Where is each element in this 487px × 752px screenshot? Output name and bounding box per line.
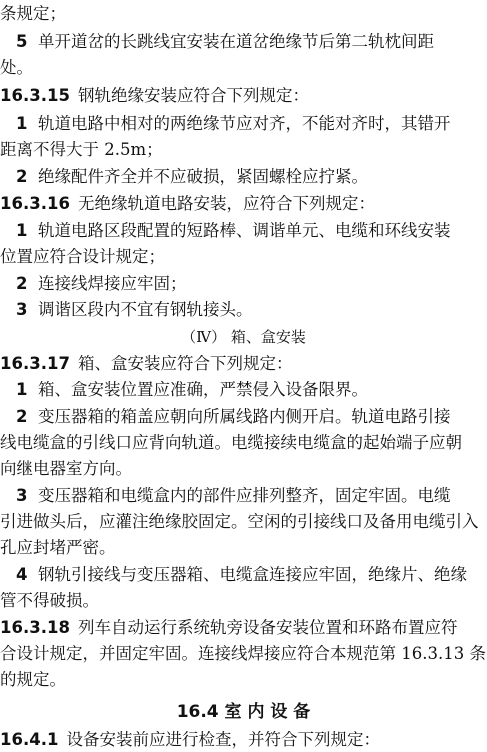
list-item: 2 变压器箱的箱盖应朝向所属线路内侧开启。轨道电路引接 xyxy=(16,407,451,426)
section-heading: 16.4 室 内 设 备 xyxy=(176,702,311,722)
list-item: 3 变压器箱和电缆盒内的部件应排列整齐，固定牢固。电缆 xyxy=(16,486,451,505)
text-line: 向继电器室方向。 xyxy=(0,459,132,478)
text-line: 引进做头后，应灌注绝缘胶固定。空闲的引接线口及备用电缆引入 xyxy=(0,512,479,531)
text-line: 管不得破损。 xyxy=(0,591,99,610)
text-line: 线电缆盒的引线口应背向轨道。电缆接续电缆盒的起始端子应朝 xyxy=(0,433,462,452)
text-line: 条规定； xyxy=(0,4,66,23)
item-number: 1 xyxy=(16,114,28,133)
item-number: 3 xyxy=(16,300,28,319)
item-number: 2 xyxy=(16,274,28,293)
clause-16-4-1: 16.4.1 设备安装前应进行检查，并符合下列规定： xyxy=(0,730,380,749)
clause-number: 16.3.15 xyxy=(0,86,70,105)
item-number: 2 xyxy=(16,167,28,186)
clause-16-3-17: 16.3.17 箱、盒安装应符合下列规定： xyxy=(0,354,293,373)
item-number: 5 xyxy=(16,32,28,51)
text-line: 距离不得大于 2.5m； xyxy=(0,140,163,159)
clause-16-3-16: 16.3.16 无绝缘轨道电路安装，应符合下列规定： xyxy=(0,194,375,213)
list-item: 5 单开道岔的长跳线宜安装在道岔绝缘节后第二轨枕间距 xyxy=(16,32,434,51)
clause-number: 16.3.17 xyxy=(0,354,70,373)
list-item: 2 连接线焊接应牢固； xyxy=(16,274,187,293)
text-line: 位置应符合设计规定； xyxy=(0,247,165,266)
list-item: 3 调谐区段内不宜有钢轨接头。 xyxy=(16,300,253,319)
list-item: 2 绝缘配件齐全并不应破损，紧固螺栓应拧紧。 xyxy=(16,167,368,186)
item-number: 4 xyxy=(16,565,28,584)
text-line: 的规定。 xyxy=(0,670,66,689)
item-number: 1 xyxy=(16,221,28,240)
list-item: 4 钢轨引接线与变压器箱、电缆盒连接应牢固，绝缘片、绝缘 xyxy=(16,565,467,584)
list-item: 1 箱、盒安装位置应准确，严禁侵入设备限界。 xyxy=(16,380,368,399)
text-line: 孔应封堵严密。 xyxy=(0,538,116,557)
clause-16-3-15: 16.3.15 钢轨绝缘安装应符合下列规定： xyxy=(0,86,309,105)
clause-16-3-18: 16.3.18 列车自动运行系统轨旁设备安装位置和环路布置应符 xyxy=(0,618,458,637)
clause-number: 16.4.1 xyxy=(0,730,59,749)
clause-number: 16.3.16 xyxy=(0,194,70,213)
subsection-heading: （Ⅳ） 箱、盒安装 xyxy=(181,328,306,346)
text-line: 合设计规定，并固定牢固。连接线焊接应符合本规范第 16.3.13 条 xyxy=(0,644,486,663)
list-item: 1 轨道电路中相对的两绝缘节应对齐，不能对齐时，其错开 xyxy=(16,114,451,133)
list-item: 1 轨道电路区段配置的短路棒、调谐单元、电缆和环线安装 xyxy=(16,221,451,240)
text-line: 处。 xyxy=(0,58,33,77)
clause-number: 16.3.18 xyxy=(0,618,70,637)
item-number: 1 xyxy=(16,380,28,399)
item-number: 2 xyxy=(16,407,28,426)
item-number: 3 xyxy=(16,486,28,505)
